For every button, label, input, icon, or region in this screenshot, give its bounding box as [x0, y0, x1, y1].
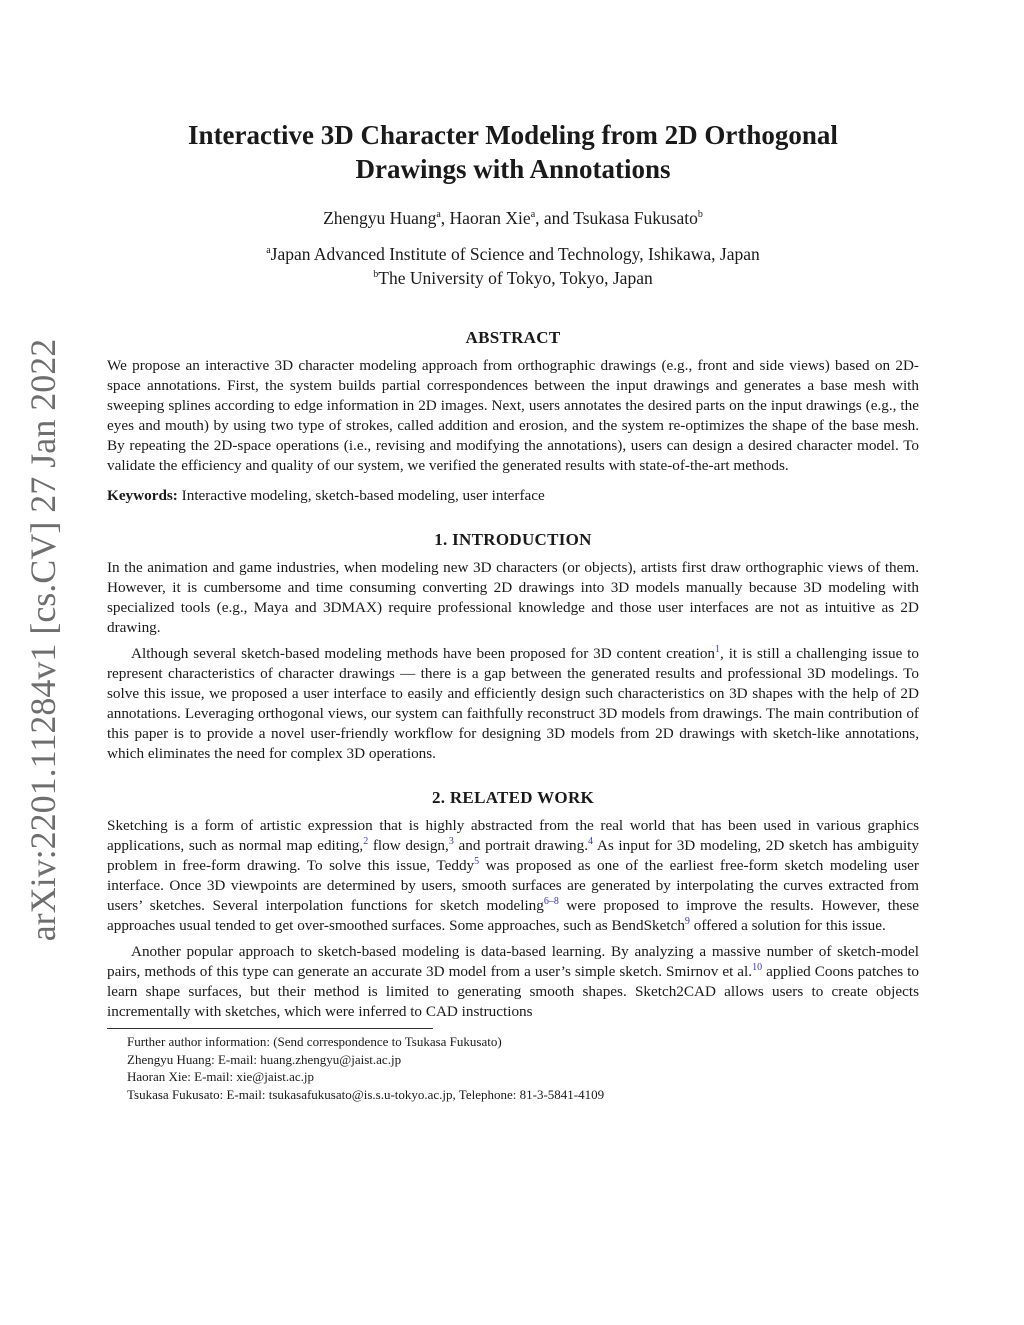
title-line-2: Drawings with Annotations: [355, 154, 671, 184]
section-heading-related-work: 2. RELATED WORK: [431, 788, 595, 807]
affiliation-mark: b: [373, 269, 379, 281]
citation-link[interactable]: 4: [588, 835, 594, 847]
paragraph-text: applied Coons patches to learn shape surfaces, but their method is limited to generating smooth shapes. Sketch2CAD allows users to create objects incrementally with sketches, which were inferred to CAD instructions: [107, 963, 919, 1020]
affiliation-mark: a: [436, 209, 441, 221]
paper-page: [107, 118, 919, 1103]
footnote: Zhengyu Huang: E-mail: huang.zhengyu@jaist.ac.jp: [127, 1051, 402, 1067]
affiliation-mark: a: [530, 209, 536, 221]
paragraph-text: and portrait drawing.: [453, 837, 589, 854]
abstract-heading: ABSTRACT: [465, 328, 561, 347]
abstract-text: We propose an interactive 3D character modeling approach from orthographic drawings (e.g., front and side views) based on 2D-space annotations. First, the system builds partial correspondences between the input drawings and generates a base mesh with sweeping splines according to edge information in 2D images. Next, users annotates the desired parts on the input drawings (e.g., the eyes and mouth) by using two type of strokes, called addition and erosion, and the system re-optimizes the shape of the base mesh. By repeating the 2D-space operations (i.e., revising and modifying the annotations), users can design a desired character model. To validate the efficiency and quality of our system, we verified the generated results with state-of-the-art methods.: [107, 357, 919, 474]
affiliations: [107, 242, 919, 290]
citation-link[interactable]: 9: [684, 915, 690, 927]
paper-title: [107, 118, 919, 186]
paragraph-text: was proposed as one of the earliest free-form sketch modeling user interface. Once 3D viewpoints are determined by users, smooth surfaces are generated by interpolating the curves extracted from users’ sketches. Several interpolation functions for sketch modeling: [107, 857, 919, 914]
footnote: Further author information: (Send correspondence to Tsukasa Fukusato): [127, 1034, 502, 1049]
related-paragraph-1: [107, 816, 919, 936]
related-paragraph-2: [107, 942, 919, 1022]
author-name: , and Tsukasa Fukusato: [535, 208, 698, 228]
affiliation-mark: b: [697, 209, 703, 221]
author-list: [107, 206, 919, 230]
paragraph-text: Sketching is a form of artistic expression that is highly abstracted from the real world that has been used in various graphics applications, such as normal map editing,: [107, 817, 919, 854]
affiliation-mark: a: [266, 245, 271, 257]
citation-link[interactable]: 1: [715, 643, 721, 655]
keywords-text: Interactive modeling, sketch-based modeling, user interface: [177, 487, 545, 504]
author-name: , Haoran Xie: [440, 208, 531, 228]
affiliation-a: [107, 242, 919, 266]
paragraph-text: flow design,: [368, 837, 449, 854]
keywords-label: Keywords:: [107, 487, 178, 504]
section-heading-introduction: 1. INTRODUCTION: [434, 530, 592, 549]
affiliation-text: The University of Tokyo, Tokyo, Japan: [378, 268, 653, 288]
paragraph-text: Another popular approach to sketch-based modeling is data-based learning. By analyzing a massive number of sketch-model pairs, methods of this type can generate an accurate 3D model from a user’s simple sketch. Smirnov et al.: [107, 943, 919, 980]
affiliation-b: [107, 266, 919, 290]
paragraph-text: offered a solution for this issue.: [689, 917, 886, 934]
paragraph-text: As input for 3D modeling, 2D sketch has ambiguity problem in free-form drawing. To solve this issue, Teddy: [107, 837, 919, 874]
intro-paragraph-1: In the animation and game industries, when modeling new 3D characters (or objects), artists first draw orthographic views of them. However, it is cumbersome and time consuming converting 2D drawings into 3D models manually because 3D modeling with specialized tools (e.g., Maya and 3DMAX) require professional knowledge and those user interfaces are not as intuitive as 2D drawing.: [107, 559, 919, 636]
paragraph-text: , it is still a challenging issue to represent characteristics of character drawings — there is a gap between the generated results and professional 3D modelings. To solve this issue, we proposed a user interface to easily and efficiently design such characteristics on 3D shapes with the help of 2D annotations. Leveraging orthogonal views, our system can faithfully reconstruct 3D models from drawings. The main contribution of this paper is to provide a novel user-friendly workflow for designing 3D models from 2D drawings with sketch-like annotations, which eliminates the need for complex 3D operations.: [107, 645, 919, 762]
citation-link[interactable]: 5: [474, 855, 480, 867]
paragraph-text: were proposed to improve the results. However, these approaches usual tended to get over-smoothed surfaces. Some approaches, such as BendSketch: [107, 897, 920, 934]
affiliation-text: Japan Advanced Institute of Science and Technology, Ishikawa, Japan: [270, 244, 760, 264]
citation-link[interactable]: 3: [448, 835, 454, 847]
footnote: Haoran Xie: E-mail: xie@jaist.ac.jp: [127, 1069, 315, 1084]
citation-link[interactable]: 6–8: [543, 895, 559, 907]
footnote-divider: [107, 1028, 433, 1029]
arxiv-identifier: arXiv:2201.11284v1 [cs.CV] 27 Jan 2022: [23, 338, 63, 942]
keywords: [107, 486, 919, 506]
citation-link[interactable]: 2: [363, 835, 369, 847]
intro-paragraph-2: [107, 644, 919, 764]
footnote: Tsukasa Fukusato: E-mail: tsukasafukusato@is.s.u-tokyo.ac.jp, Telephone: 81-3-5841-4109: [127, 1086, 605, 1102]
author-name: Zhengyu Huang: [323, 208, 437, 228]
citation-link[interactable]: 10: [752, 961, 763, 973]
title-line-1: Interactive 3D Character Modeling from 2D Orthogonal: [188, 120, 838, 150]
paragraph-text: Although several sketch-based modeling methods have been proposed for 3D content creation: [131, 645, 716, 662]
